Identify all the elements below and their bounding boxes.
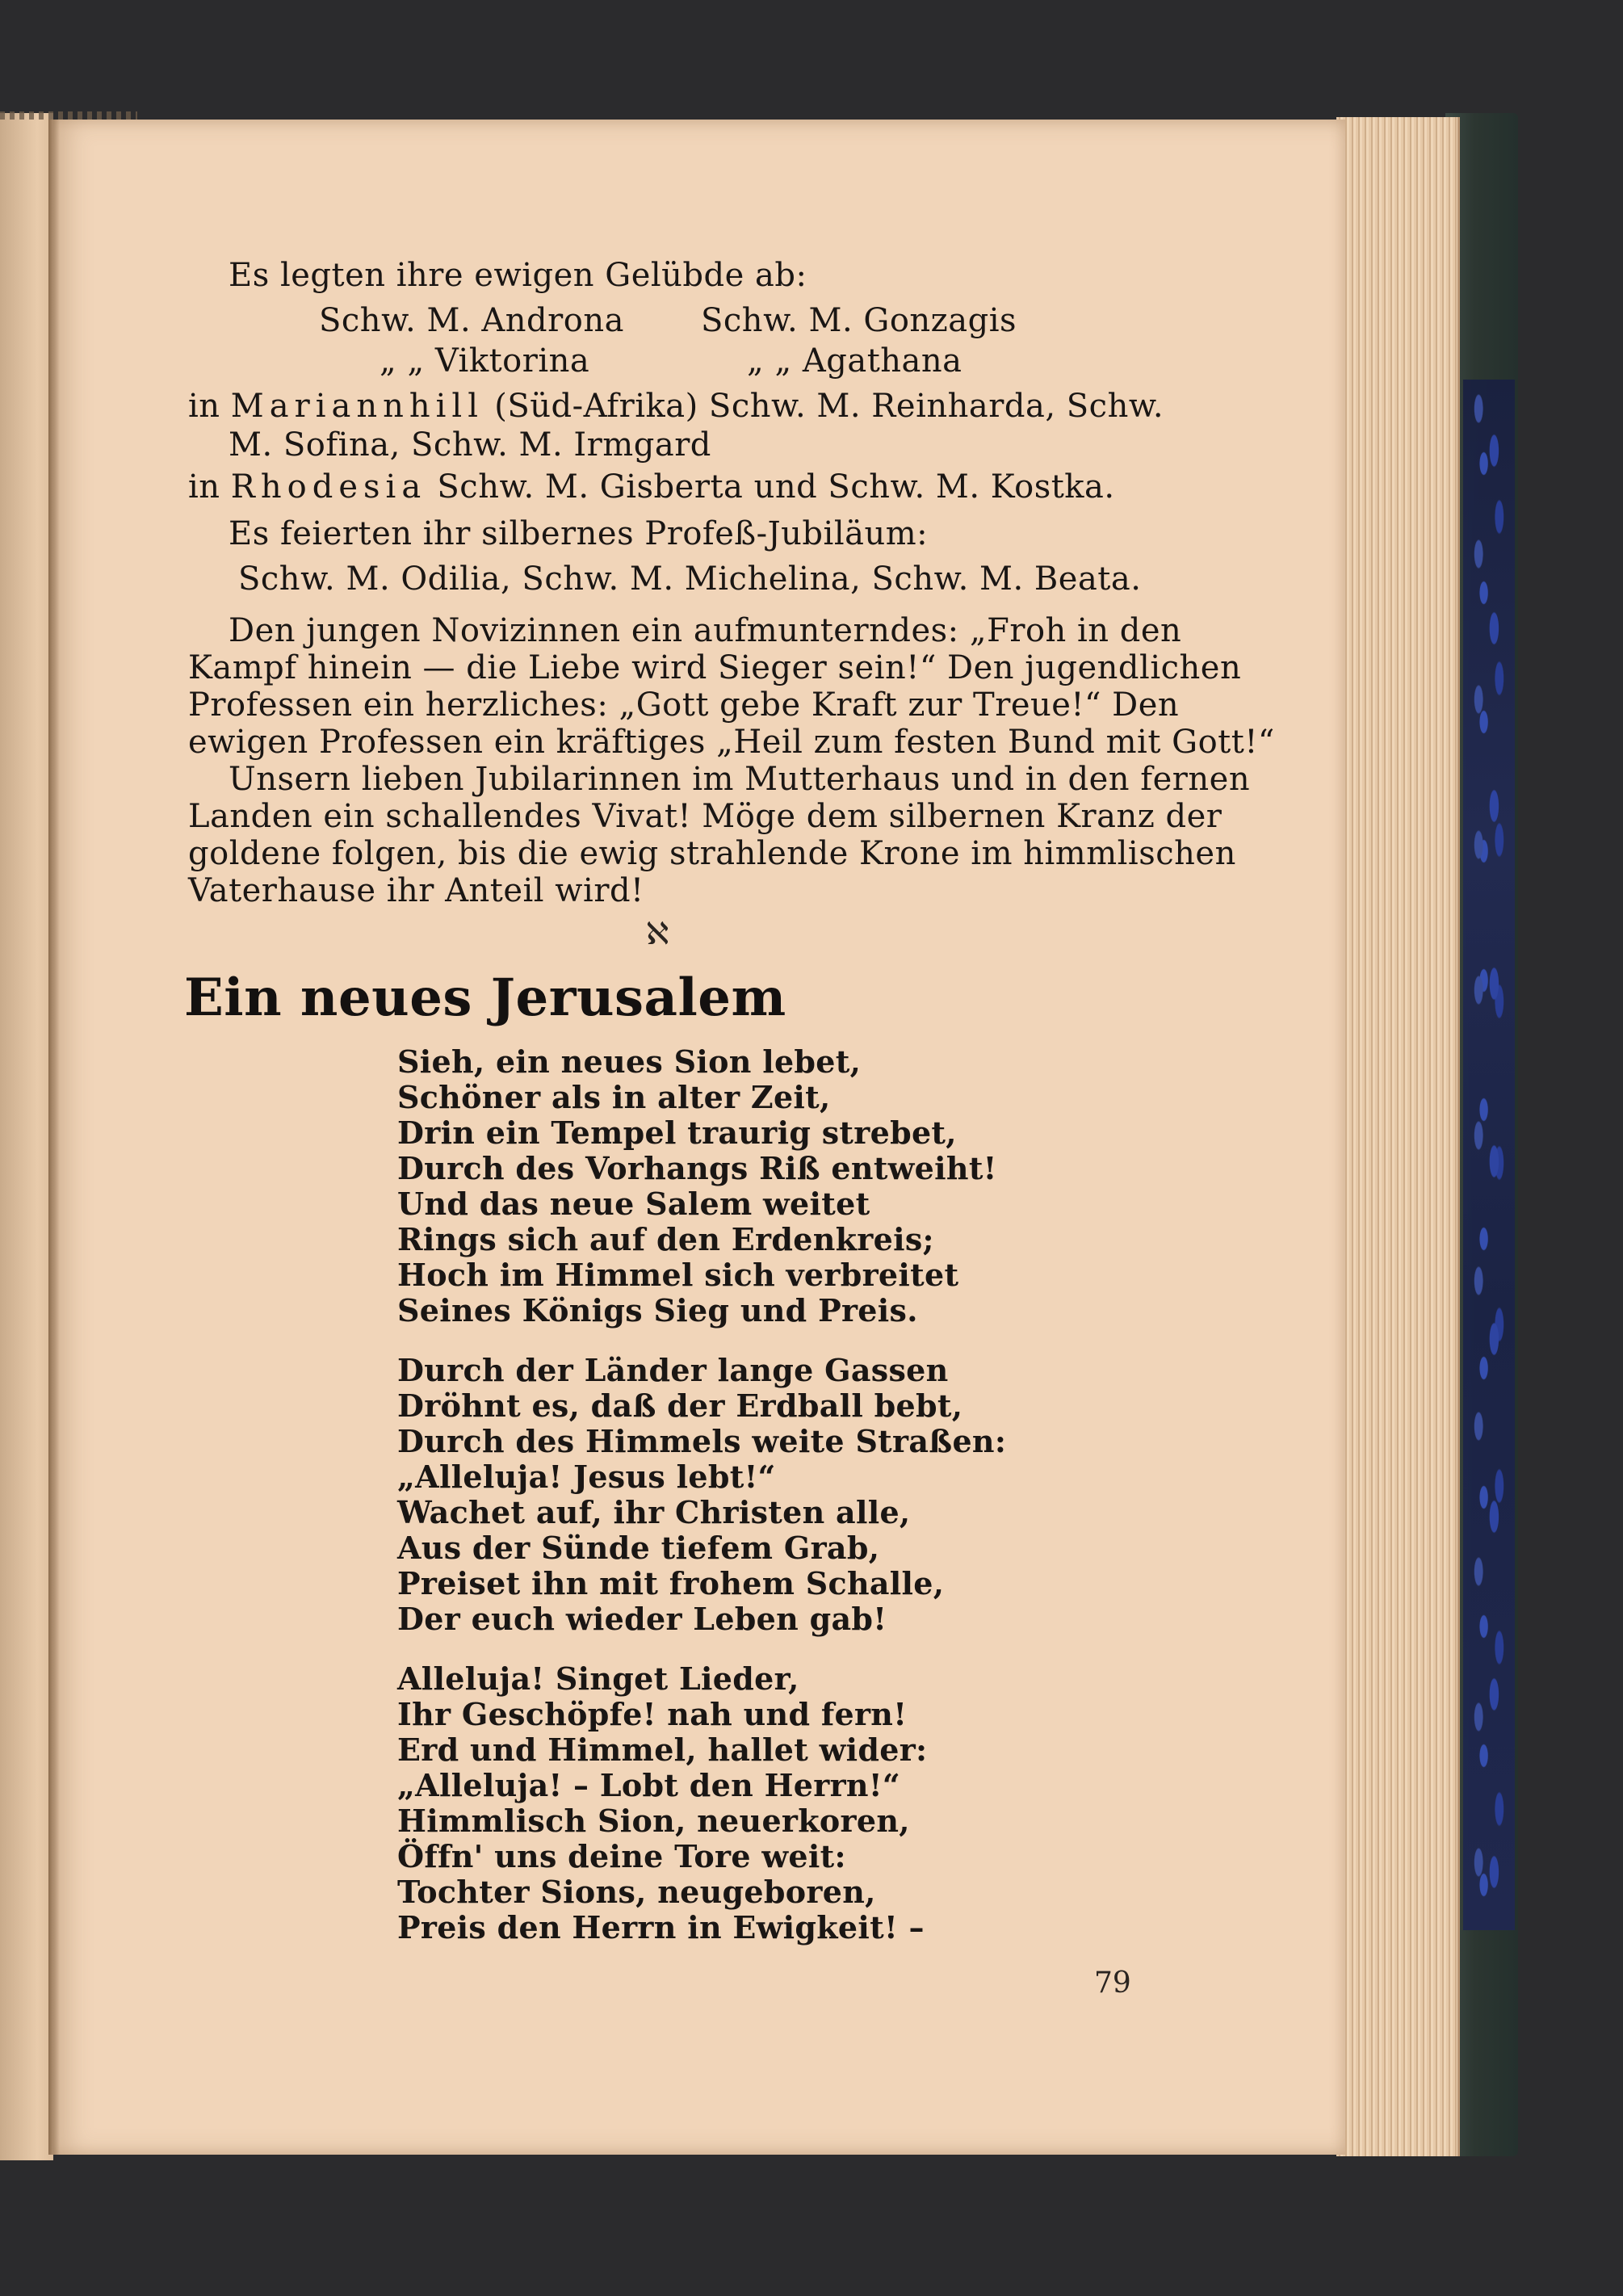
poem-line: Öffn' uns deine Tore weit:: [397, 1838, 846, 1874]
poem-line: „Alleluja! – Lobt den Herrn!“: [397, 1767, 900, 1803]
poem-line: Aus der Sünde tiefem Grab,: [397, 1530, 880, 1566]
section-ornament: ℵ: [646, 916, 669, 951]
paragraph-line: Kampf hinein — die Liebe wird Sieger sein!“ Den jugendlichen: [188, 649, 1242, 686]
marbled-cover: [1463, 380, 1515, 1930]
vows-name: Schw. M. Gonzagis: [701, 302, 1017, 339]
mariannhill-line: [188, 388, 1164, 425]
poem-line: Preiset ihn mit frohem Schalle,: [397, 1565, 945, 1601]
poem-line: „Alleluja! Jesus lebt!“: [397, 1459, 776, 1495]
paragraph-line: Landen ein schallendes Vivat! Möge dem silbernen Kranz der: [188, 798, 1222, 835]
poem-line: Durch des Himmels weite Straßen:: [397, 1423, 1007, 1459]
rhodesia-place: Rhodesia: [230, 468, 427, 506]
mariannhill-prefix: in: [188, 388, 220, 425]
poem-line: Hoch im Himmel sich verbreitet: [397, 1257, 959, 1293]
poem-line: Schöner als in alter Zeit,: [397, 1079, 831, 1115]
poem-line: Der euch wieder Leben gab!: [397, 1601, 887, 1637]
paragraph-line: Professen ein herzliches: „Gott gebe Kraft zur Treue!“ Den: [188, 686, 1180, 724]
poem-line: Seines Königs Sieg und Preis.: [397, 1292, 918, 1328]
mariannhill-continuation: M. Sofina, Schw. M. Irmgard: [229, 426, 711, 464]
page-number: 79: [1094, 1967, 1131, 2000]
rhodesia-prefix: in: [188, 468, 220, 506]
mariannhill-place: Mariannhill: [230, 388, 484, 425]
paragraph-line: goldene folgen, bis die ewig strahlende Krone im himmlischen: [188, 835, 1236, 872]
page-stack-edge: [1336, 117, 1460, 2156]
poem-line: Ihr Geschöpfe! nah und fern!: [397, 1696, 908, 1732]
vows-name: „ „ Agathana: [747, 342, 962, 380]
poem-line: Tochter Sions, neugeboren,: [397, 1874, 876, 1910]
poem-line: Himmlisch Sion, neuerkoren,: [397, 1803, 910, 1839]
poem-line: Dröhnt es, daß der Erdball bebt,: [397, 1387, 963, 1424]
poem-title: Ein neues Jerusalem: [184, 968, 786, 1028]
poem-line: Preis den Herrn in Ewigkeit! –: [397, 1909, 925, 1946]
previous-page-edge: [0, 113, 53, 2160]
vows-name: Schw. M. Androna: [319, 302, 624, 339]
vows-name: „ „ Viktorina: [380, 342, 590, 380]
paragraph-line: ewigen Professen ein kräftiges „Heil zum festen Bund mit Gott!“: [188, 724, 1275, 761]
rhodesia-rest: Schw. M. Gisberta und Schw. M. Kostka.: [437, 468, 1115, 506]
vows-intro: Es legten ihre ewigen Gelübde ab:: [229, 257, 807, 294]
poem-line: Alleluja! Singet Lieder,: [397, 1660, 799, 1697]
poem-line: Drin ein Tempel traurig strebet,: [397, 1114, 957, 1151]
rhodesia-line: [188, 468, 1115, 506]
poem-line: Wachet auf, ihr Christen alle,: [397, 1494, 911, 1530]
jubilee-names: Schw. M. Odilia, Schw. M. Michelina, Schw. M. Beata.: [238, 560, 1142, 598]
poem-line: Durch des Vorhangs Riß entweiht!: [397, 1150, 997, 1186]
paragraph-line: Vaterhause ihr Anteil wird!: [188, 872, 644, 909]
poem-line: Durch der Länder lange Gassen: [397, 1352, 949, 1388]
poem-line: Rings sich auf den Erdenkreis;: [397, 1221, 934, 1257]
poem-line: Erd und Himmel, hallet wider:: [397, 1731, 928, 1768]
mariannhill-rest: (Süd-Afrika) Schw. M. Reinharda, Schw.: [494, 388, 1164, 425]
binding-stitches: [0, 111, 137, 120]
jubilee-intro: Es feierten ihr silbernes Profeß-Jubiläum:: [229, 515, 929, 552]
gutter-shadow: [48, 120, 60, 2155]
poem-line: Und das neue Salem weitet: [397, 1186, 870, 1222]
poem-line: Sieh, ein neues Sion lebet,: [397, 1043, 862, 1080]
paragraph-line: Unsern lieben Jubilarinnen im Mutterhaus und in den fernen: [229, 761, 1251, 798]
paragraph-line: Den jungen Novizinnen ein aufmunterndes: „Froh in den: [229, 612, 1182, 649]
